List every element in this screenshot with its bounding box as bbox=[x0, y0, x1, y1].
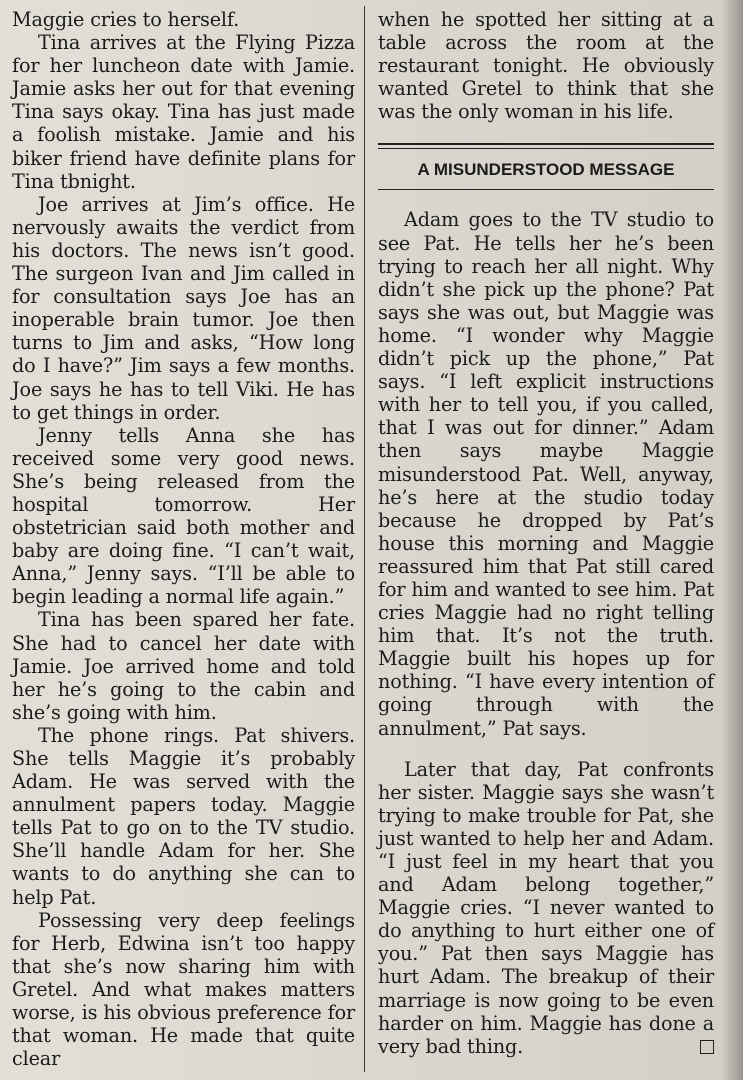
end-mark-icon bbox=[700, 1040, 714, 1054]
double-rule bbox=[378, 143, 714, 149]
article-paragraph: Jenny tells Anna she has received some very good news. She’s being released from the hospital tomorrow. Her obstetrician said both mother and baby are doing fine. “I can’t wait, Anna,” Jenny says. “I’ll be able to begin leading a normal life again.” bbox=[12, 423, 355, 609]
left-column bbox=[12, 8, 355, 1070]
article-paragraph: The phone rings. Pat shivers. She tells Maggie it’s probably Adam. He was served with the annulment papers today. Maggie tells Pat to go on to the TV studio. She’ll handle Adam for her. She wants to do anything she can to help Pat. bbox=[12, 723, 355, 909]
article-paragraph: Tina arrives at the Flying Pizza for her luncheon date with Jamie. Jamie asks her out for that evening Tina says okay. Tina has just made a foolish mistake. Jamie and his biker friend have definite plans for Tina tbnight. bbox=[12, 31, 355, 193]
article-paragraph-text: Later that day, Pat confronts her sister. Maggie says she wasn’t trying to make trouble for Pat, she just wanted to help her and Adam. “I just feel in my heart that you and Adam belong together,” Maggie cries. “I never wanted to do anything to hurt either one of you.” Pat then says Maggie has hurt Adam. The breakup of their marriage is now going to be even harder on him. Maggie has done a very bad thing. bbox=[378, 757, 714, 1058]
article-paragraph: Maggie cries to herself. bbox=[12, 8, 240, 31]
section-headline: A MISUNDERSTOOD MESSAGE bbox=[417, 160, 675, 180]
right-column bbox=[378, 8, 714, 1058]
column-divider bbox=[364, 6, 365, 1072]
article-paragraph: Possessing very deep feelings for Herb, Edwina isn’t too happy that she’s now sharing him with Gretel. And what makes matters worse, is his obvious preference for that woman. He made that quite clear bbox=[12, 908, 355, 1071]
single-rule bbox=[378, 189, 714, 190]
page-edge-shadow bbox=[721, 0, 743, 1080]
continued-paragraph: when he spotted her sitting at a table across the room at the restaurant tonight. He obviously wanted Gretel to think that she was the only woman in his life. bbox=[378, 8, 714, 124]
section-header bbox=[378, 143, 714, 190]
article-paragraph: Adam goes to the TV studio to see Pat. He tells her he’s been trying to reach her all night. Why didn’t she pick up the phone? Pat says she was out, but Maggie was home. “I wonder why Maggie didn’t pick up the phone,” Pat says. “I left explicit instructions with her to tell you, if you called, that I was out for dinner.” Adam then says maybe Maggie misunderstood Pat. Well, anyway, he’s here at the studio today because he dropped by Pat’s house this morning and Maggie reassured him that Pat still cared for him and wanted to see him. Pat cries Maggie had no right telling him that. It’s not the truth. Maggie built his hopes up for nothing. “I have every intention of going through with the annulment,” Pat says. bbox=[378, 208, 714, 740]
article-paragraph bbox=[378, 758, 714, 1058]
article-paragraph: Joe arrives at Jim’s office. He nervously awaits the verdict from his doctors. The news isn’t good. The surgeon Ivan and Jim called in for consultation says Joe has an inoperable brain tumor. Joe then turns to Jim and asks, “How long do I have?” Jim says a few months. Joe says he has to tell Viki. He has to get things in order. bbox=[12, 192, 355, 424]
article-paragraph: Tina has been spared her fate. She had to cancel her date with Jamie. Joe arrived home and told her he’s going to the cabin and she’s going with him. bbox=[12, 608, 355, 724]
